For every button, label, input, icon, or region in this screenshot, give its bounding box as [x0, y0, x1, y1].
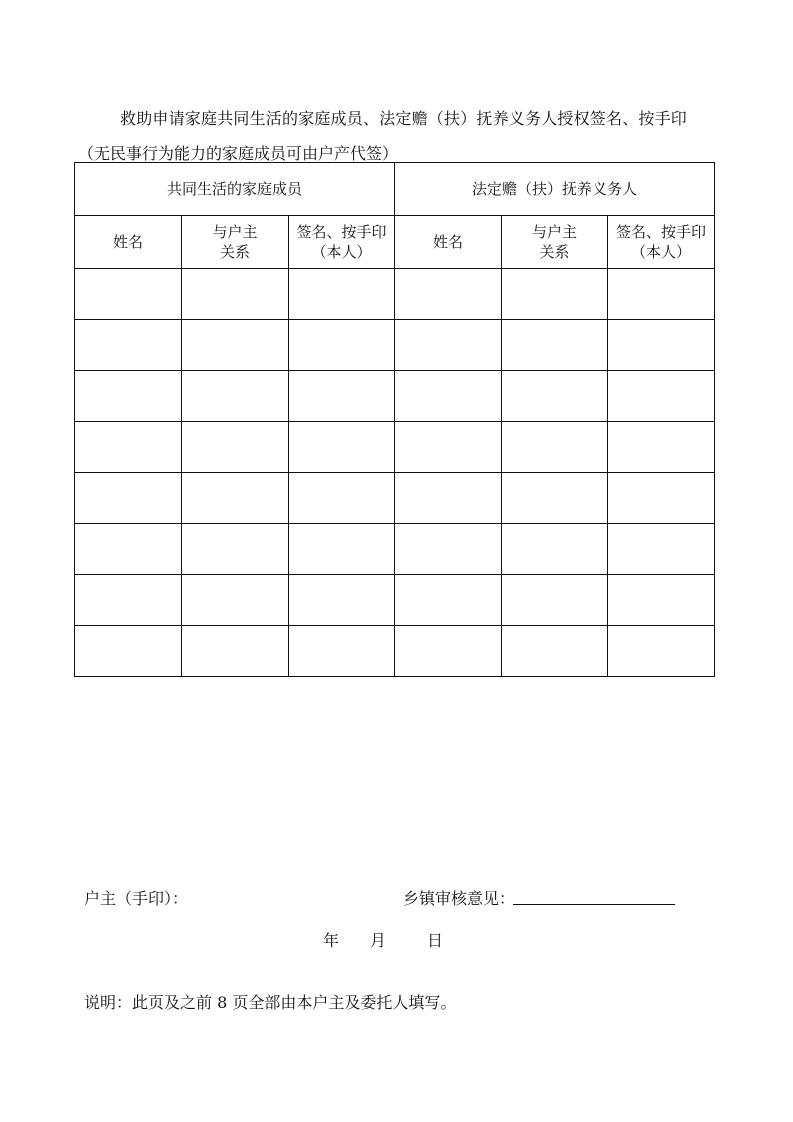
group-header-row [75, 163, 715, 216]
column-header-relation-right-line-2: 关系 [539, 243, 570, 261]
cell-sign-right[interactable] [608, 575, 715, 626]
group-header-legal-supporters: 法定赡（扶）抚养义务人 [395, 163, 715, 216]
cell-name-left[interactable] [75, 320, 182, 371]
cell-relation-left[interactable] [182, 320, 289, 371]
cell-name-left[interactable] [75, 524, 182, 575]
form-title: 救助申请家庭共同生活的家庭成员、法定赡（扶）抚养义务人授权签名、按手印 [120, 109, 688, 128]
cell-relation-right[interactable] [502, 626, 608, 677]
cell-sign-right[interactable] [608, 320, 715, 371]
cell-relation-right[interactable] [502, 575, 608, 626]
cell-relation-right[interactable] [502, 320, 608, 371]
cell-name-left[interactable] [75, 473, 182, 524]
group-header-household-members: 共同生活的家庭成员 [75, 163, 395, 216]
column-header-relation-left [182, 216, 289, 269]
cell-sign-left[interactable] [289, 473, 395, 524]
column-header-row [75, 216, 715, 269]
column-header-name-left: 姓名 [75, 216, 182, 269]
cell-name-left[interactable] [75, 422, 182, 473]
table-row [75, 473, 715, 524]
cell-sign-right[interactable] [608, 422, 715, 473]
cell-name-left[interactable] [75, 269, 182, 320]
column-header-relation-right-line-1: 与户主 [532, 223, 578, 241]
instruction-note: 说明：此页及之前 8 页全部由本户主及委托人填写。 [84, 993, 457, 1012]
cell-sign-right[interactable] [608, 371, 715, 422]
cell-sign-left[interactable] [289, 269, 395, 320]
cell-sign-left[interactable] [289, 320, 395, 371]
table-row [75, 269, 715, 320]
cell-relation-left[interactable] [182, 422, 289, 473]
head-of-household-label: 户主（手印）： [84, 889, 189, 908]
cell-relation-right[interactable] [502, 473, 608, 524]
date-month-label: 月 [370, 931, 387, 950]
date-day-label: 日 [427, 931, 444, 950]
column-header-sign-left [289, 216, 395, 269]
column-header-sign-right-line-1: 签名、按手印 [616, 223, 707, 241]
column-header-sign-left-line-2: （本人） [311, 243, 372, 261]
cell-sign-right[interactable] [608, 473, 715, 524]
table-row [75, 371, 715, 422]
table-row [75, 575, 715, 626]
signature-table [74, 162, 715, 677]
cell-name-right[interactable] [395, 269, 502, 320]
cell-sign-left[interactable] [289, 575, 395, 626]
column-header-sign-left-line-1: 签名、按手印 [296, 223, 387, 241]
cell-relation-left[interactable] [182, 269, 289, 320]
column-header-name-right: 姓名 [395, 216, 502, 269]
cell-relation-right[interactable] [502, 269, 608, 320]
cell-name-left[interactable] [75, 626, 182, 677]
cell-sign-right[interactable] [608, 524, 715, 575]
cell-name-right[interactable] [395, 626, 502, 677]
table-row [75, 320, 715, 371]
cell-relation-right[interactable] [502, 422, 608, 473]
column-header-relation-right [502, 216, 608, 269]
cell-name-right[interactable] [395, 473, 502, 524]
date-year-label: 年 [323, 931, 340, 950]
form-subtitle: （无民事行为能力的家庭成员可由户产代签） [78, 144, 399, 163]
cell-name-left[interactable] [75, 575, 182, 626]
cell-sign-left[interactable] [289, 422, 395, 473]
table-row [75, 626, 715, 677]
cell-sign-right[interactable] [608, 626, 715, 677]
cell-sign-right[interactable] [608, 269, 715, 320]
table-row [75, 422, 715, 473]
cell-name-right[interactable] [395, 575, 502, 626]
cell-relation-left[interactable] [182, 473, 289, 524]
township-review-label: 乡镇审核意见： [403, 889, 516, 908]
cell-name-left[interactable] [75, 371, 182, 422]
cell-name-right[interactable] [395, 371, 502, 422]
cell-relation-left[interactable] [182, 575, 289, 626]
cell-relation-left[interactable] [182, 524, 289, 575]
cell-relation-left[interactable] [182, 371, 289, 422]
column-header-relation-left-line-1: 与户主 [212, 223, 258, 241]
column-header-relation-left-line-2: 关系 [219, 243, 250, 261]
column-header-sign-right [608, 216, 715, 269]
cell-relation-left[interactable] [182, 626, 289, 677]
cell-name-right[interactable] [395, 422, 502, 473]
cell-name-right[interactable] [395, 320, 502, 371]
cell-relation-right[interactable] [502, 371, 608, 422]
cell-sign-left[interactable] [289, 626, 395, 677]
cell-relation-right[interactable] [502, 524, 608, 575]
column-header-sign-right-line-2: （本人） [631, 243, 692, 261]
cell-name-right[interactable] [395, 524, 502, 575]
table-row [75, 524, 715, 575]
cell-sign-left[interactable] [289, 371, 395, 422]
cell-sign-left[interactable] [289, 524, 395, 575]
township-review-input-line[interactable] [513, 904, 675, 905]
